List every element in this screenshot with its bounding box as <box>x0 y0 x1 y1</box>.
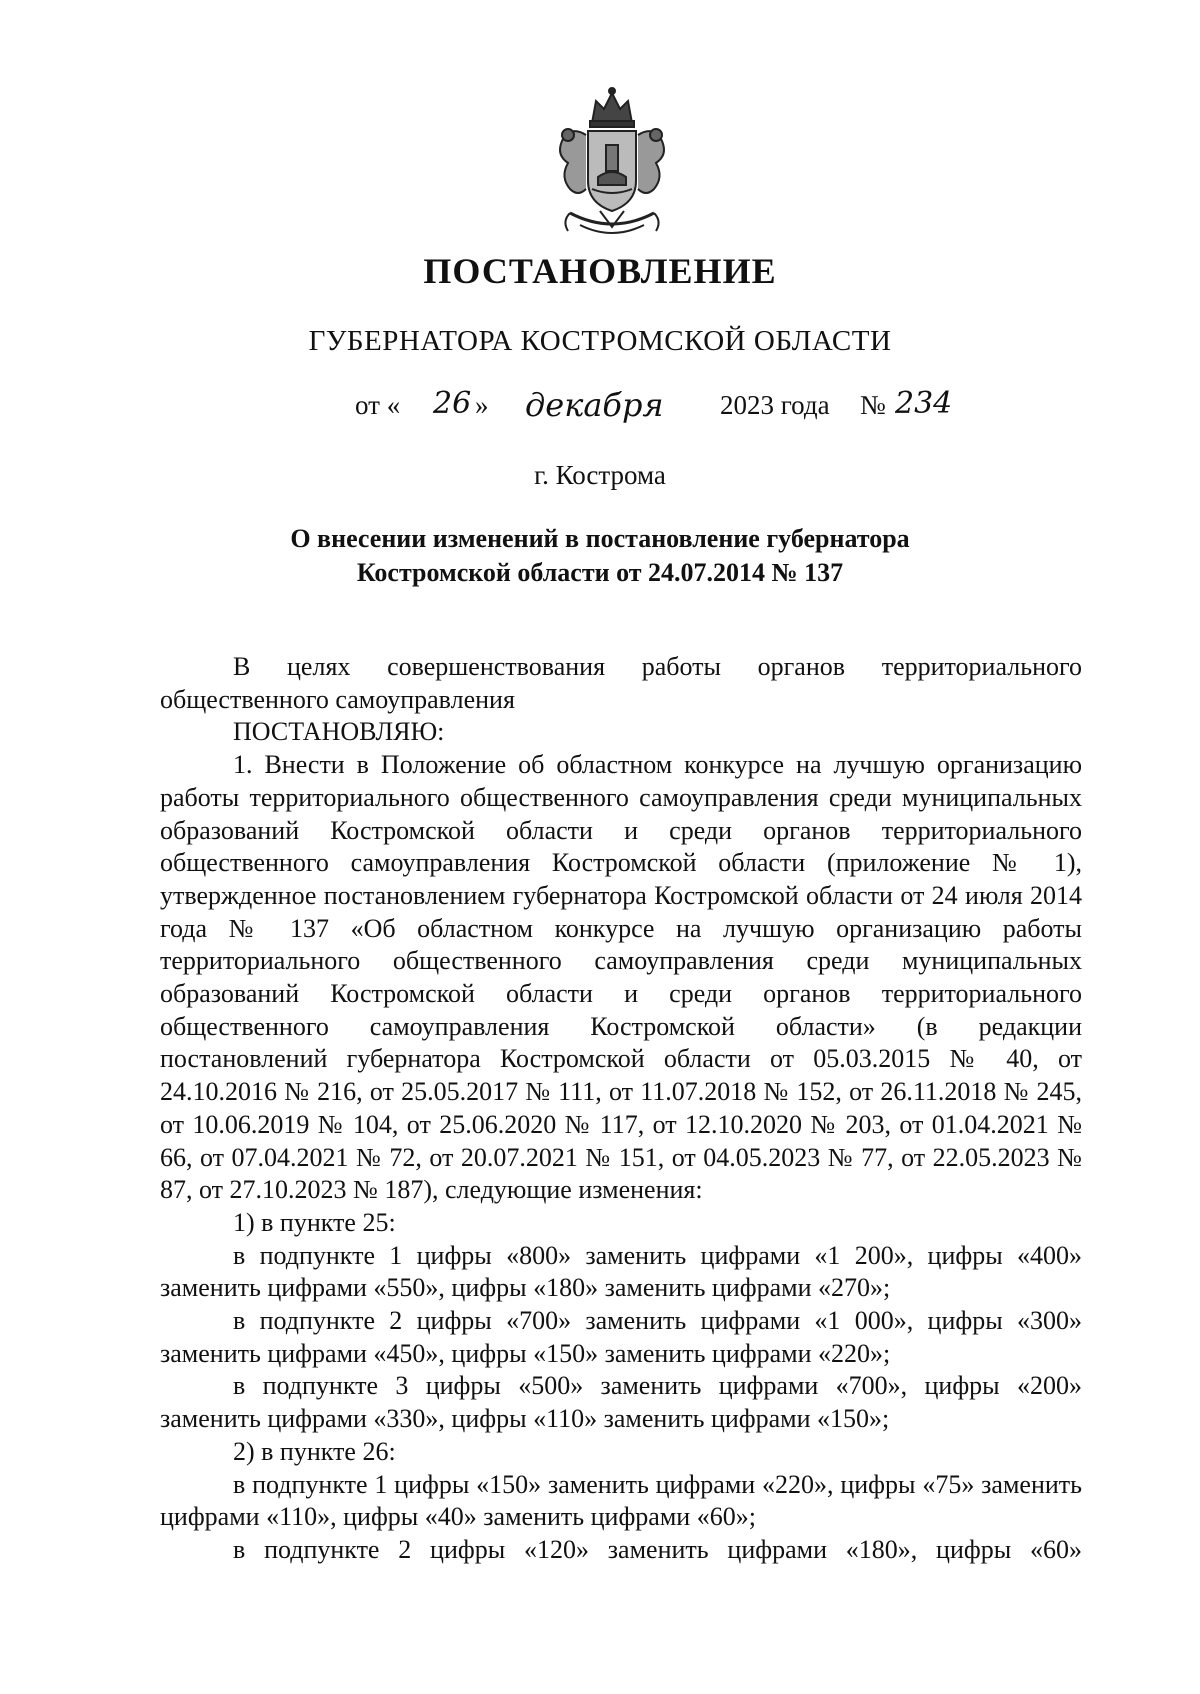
document-number-handwritten: 234 <box>895 386 953 421</box>
heading-line-2: Костромской области от 24.07.2014 № 137 <box>356 558 844 587</box>
clause-1-paragraph: 1. Внести в Положение об областном конкурсе на лучшую организацию работы территориального общественного самоуправления среди муниципальных образований Костромской области и среди органов территориального общественного самоуправления Костромской области (приложение № 1), утвержденное постановлением губернатора Костромской области от 24 июля 2014 года № 137 «Об областном конкурсе на лучшую организацию работы территориального общественного самоуправления среди муниципальных образований Костромской области и среди органов территориального общественного самоуправления Костромской области» (в редакции постановлений губернатора Костромской области от 05.03.2015 № 40, от 24.10.2016 № 216, от 25.05.2017 № 111, от 11.07.2018 № 152, от 26.11.2018 № 245, от 10.06.2019 № 104, от 25.06.2020 № 117, от 12.10.2020 № 203, от 01.04.2021 № 66, от 07.04.2021 № 72, от 20.07.2021 № 151, от 04.05.2023 № 77, от 22.05.2023 № 87, от 27.10.2023 № 187), следующие изменения: <box>160 750 1082 1205</box>
coat-of-arms-icon <box>540 85 685 245</box>
date-day-handwritten: 26 <box>433 386 472 421</box>
date-prefix: от « <box>355 390 401 420</box>
subitem-paragraph: в подпункте 2 цифры «700» заменить цифрами «1 000», цифры «300» заменить цифрами «450», цифры «150» заменить цифрами «220»; <box>160 1306 1082 1368</box>
preamble-paragraph: В целях совершенствования работы органов территориального общественного самоуправления <box>160 652 1082 714</box>
resolve-keyword: ПОСТАНОВЛЯЮ: <box>233 717 445 747</box>
document-body <box>160 651 1082 1567</box>
item-1-paragraph: 1) в пункте 25: <box>233 1207 396 1237</box>
heading-line-1: О внесении изменений в постановление губернатора <box>290 524 910 553</box>
subitem-paragraph: в подпункте 1 цифры «150» заменить цифрами «220», цифры «75» заменить цифрами «110», цифры «40» заменить цифрами «60»; <box>160 1469 1082 1532</box>
subitem-paragraph: в подпункте 1 цифры «800» заменить цифрами «1 200», цифры «400» заменить цифрами «550», цифры «180» заменить цифрами «270»; <box>160 1240 1082 1303</box>
document-type-title: ПОСТАНОВЛЕНИЕ <box>423 251 777 291</box>
subitem-paragraph: в подпункте 2 цифры «120» заменить цифрами «180», цифры «60» <box>233 1534 1082 1564</box>
date-day-suffix: » <box>475 390 489 420</box>
document-heading <box>0 522 1200 590</box>
subitem-paragraph: в подпункте 3 цифры «500» заменить цифрами «700», цифры «200» заменить цифрами «330», цифры «110» заменить цифрами «150»; <box>160 1371 1082 1434</box>
date-year: 2023 года <box>720 390 830 420</box>
number-sign: № <box>860 390 886 420</box>
item-2-paragraph: 2) в пункте 26: <box>233 1436 396 1466</box>
city-label: г. Кострома <box>534 460 666 490</box>
date-month-handwritten: декабря <box>525 386 664 424</box>
issuer-subtitle: ГУБЕРНАТОРА КОСТРОМСКОЙ ОБЛАСТИ <box>308 325 892 357</box>
